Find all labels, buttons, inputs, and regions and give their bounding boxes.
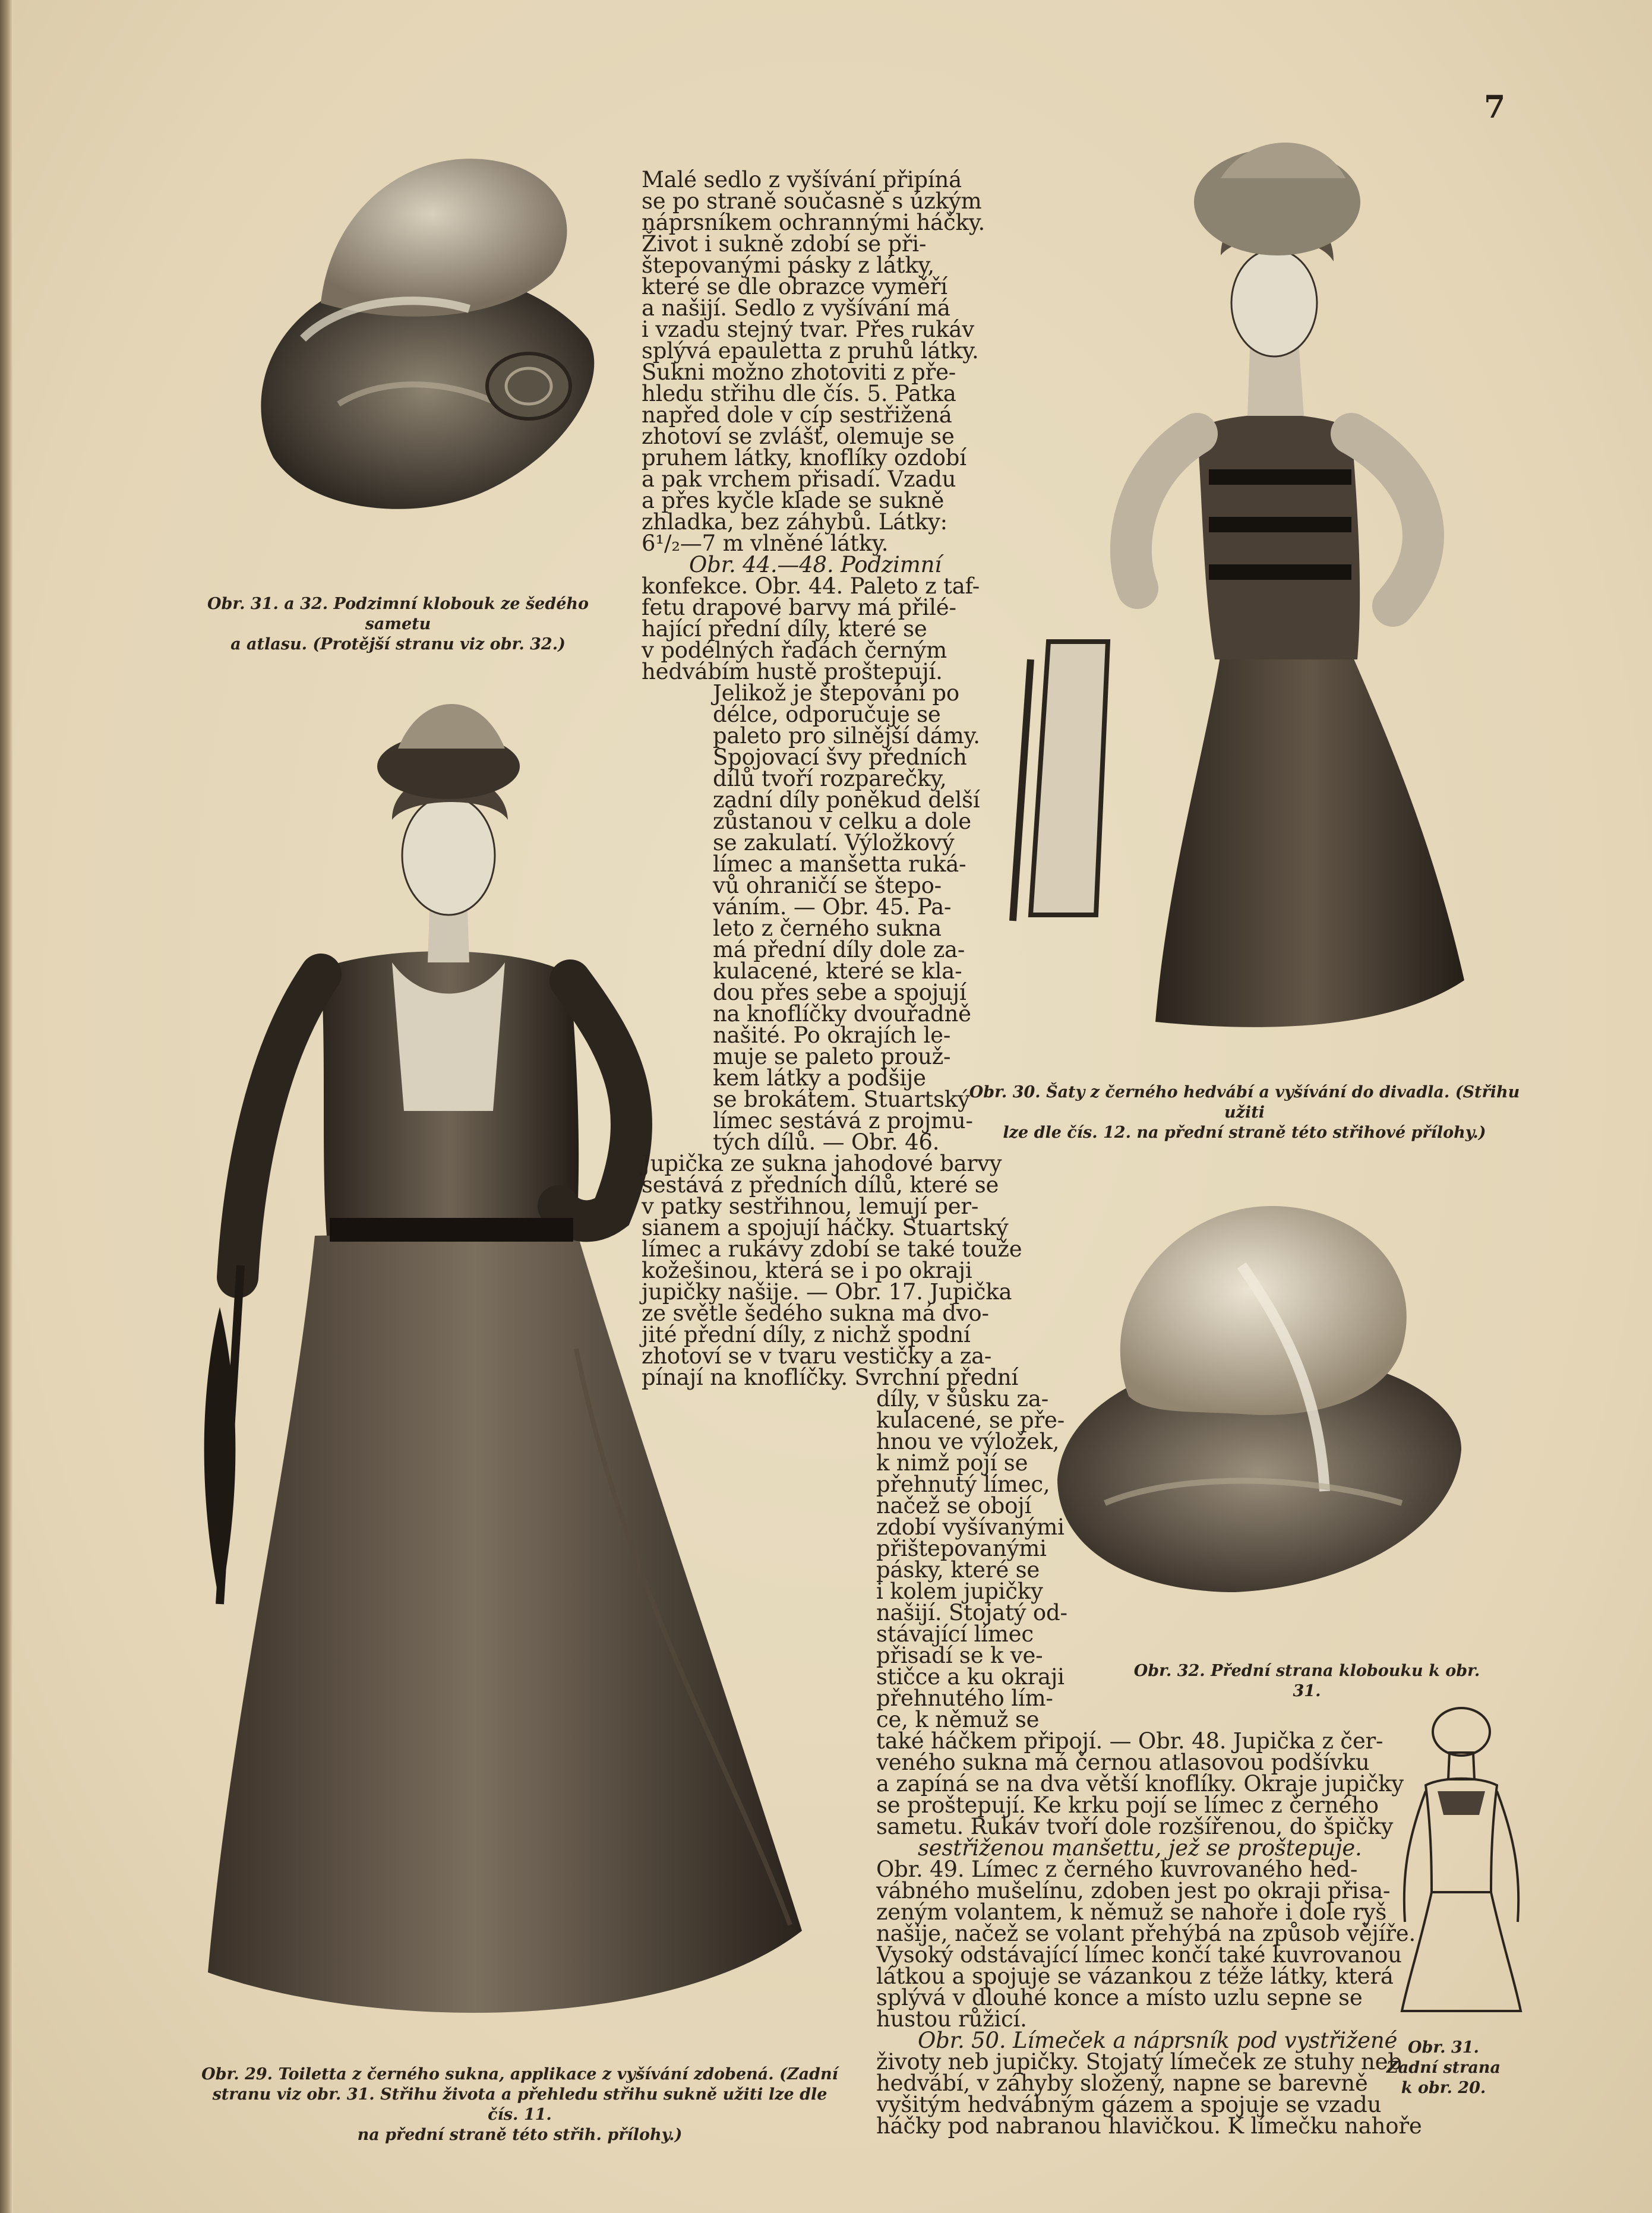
article-line: veného sukna má černou atlasovou podšívku [876, 1750, 1370, 1775]
article-line: a přes kyčle klade se sukně [642, 488, 945, 513]
article-line: Jupička ze sukna jahodové barvy [642, 1151, 1002, 1176]
article-line: 6¹/₂—7 m vlněné látky. [642, 531, 889, 556]
article-line: zdobí vyšívanými [876, 1514, 1065, 1540]
article-line: sianem a spojují háčky. Stuartský [642, 1215, 1009, 1240]
book-spine-edge [0, 0, 13, 2213]
article-line: kulacené, se pře- [876, 1407, 1065, 1433]
article-line: Obr. 44.—48. Podzimní [689, 552, 942, 577]
article-line: našijí. Stojatý od- [876, 1600, 1067, 1625]
caption-fig30 [968, 1082, 1521, 1143]
article-line: zhladka, bez záhybů. Látky: [642, 509, 947, 535]
article-line: pínají na knoflíčky. Svrchní přední [642, 1365, 1019, 1390]
caption-line: Obr. 32. Přední strana klobouku k obr. 31. [1133, 1662, 1480, 1700]
caption-line: stranu viz obr. 31. Střihu života a přehledu střihu sukně užiti lze dle čís. 11. [212, 2085, 827, 2124]
article-line: Spojovací švy předních [713, 744, 967, 770]
article-line: Vysoký odstávající límec končí také kuvrovanou [876, 1942, 1402, 1968]
article-line: sametu. Rukáv tvoří dole rozšířenou, do špičky [876, 1814, 1394, 1839]
caption-line: Obr. 31. a 32. Podzimní klobouk ze šedého sametu [207, 595, 589, 633]
article-line: zadní díly poněkud delší [713, 787, 980, 813]
article-line: životy neb jupičky. Stojatý límeček ze stuhy neb [876, 2049, 1402, 2075]
article-line: načež se obojí [876, 1493, 1032, 1519]
article-line: splývá epauletta z pruhů látky. [642, 338, 979, 364]
article-line: díly, v šůsku za- [876, 1386, 1048, 1412]
article-line: přehnutý límec, [876, 1472, 1050, 1497]
caption-fig29 [196, 2064, 844, 2145]
article-line: hnou ve výložek, [876, 1429, 1060, 1454]
article-line: kožešinou, která se i po okraji [642, 1258, 972, 1283]
article-line: paleto pro silnější dámy. [713, 723, 980, 749]
article-line: Jelikož je štepování po [713, 680, 959, 706]
article-line: dou přes sebe a spojují [713, 980, 966, 1005]
caption-fig31-32 [196, 594, 600, 655]
article-line: délce, odporučuje se [713, 702, 941, 727]
article-line: našité. Po okrajích le- [713, 1022, 951, 1048]
hat-illustration [232, 125, 612, 523]
article-line: hedvábím hustě proštepují. [642, 659, 943, 684]
article-line: na knoflíčky dvouřadně [713, 1001, 971, 1027]
dress-with-chair [942, 137, 1506, 1034]
small-sketch [1390, 1696, 1533, 2017]
article-line: konfekce. Obr. 44. Paleto z taf- [642, 573, 980, 599]
article-line: našije, načež se volant přehýbá na způsob vějíře. [876, 1921, 1416, 1946]
caption-line: na přední straně této střih. přílohy.) [357, 2126, 683, 2144]
article-line: Sukni možno zhotoviti z pře- [642, 359, 956, 385]
article-line: náprsníkem ochrannými háčky. [642, 210, 985, 235]
article-line: ze světle šedého sukna má dvo- [642, 1300, 989, 1326]
article-line: sestává z předních dílů, které se [642, 1172, 999, 1198]
caption-line: lze dle čís. 12. na přední straně této střihové přílohy.) [1003, 1123, 1486, 1142]
article-line: pásky, které se [876, 1557, 1040, 1583]
caption-line: Obr. 29. Toiletta z černého sukna, applikace z vyšívání zdobená. (Zadní [201, 2065, 838, 2083]
caption-line: Obr. 30. Šaty z černého hedvábí a vyšívání do divadla. (Střihu užiti [969, 1083, 1520, 1122]
article-line: vábného mušelínu, zdoben jest po okraji přisa- [876, 1878, 1391, 1903]
article-line: límec a manšetta ruká- [713, 851, 966, 877]
article-line: zhotoví se zvlášť, olemuje se [642, 424, 955, 449]
article-line: se brokátem. Stuartský [713, 1087, 970, 1112]
article-line: stičce a ku okraji [876, 1664, 1065, 1690]
article-line: Malé sedlo z vyšívání připíná [642, 167, 962, 192]
article-line: vů ohraničí se štepo- [713, 873, 942, 898]
caption-line: k obr. 20. [1401, 2079, 1486, 2097]
article-line: přištepovanými [876, 1536, 1047, 1561]
feather-hat [1045, 1194, 1473, 1604]
article-line: a pak vrchem přisadí. Vzadu [642, 466, 956, 492]
caption-line: a atlasu. (Protější stranu viz obr. 32.) [230, 635, 566, 654]
article-line: tých dílů. — Obr. 46. [713, 1129, 940, 1155]
article-line: splývá v dlouhé konce a místo uzlu sepne se [876, 1985, 1363, 2010]
article-line: přisadí se k ve- [876, 1643, 1043, 1668]
article-line: pruhem látky, knoflíky ozdobí [642, 445, 966, 471]
article-line: stávající límec [876, 1621, 1034, 1647]
caption-line: Zadní strana [1386, 2059, 1501, 2077]
article-line: háčky pod nabranou hlavičkou. K límečku nahoře [876, 2113, 1422, 2139]
article-line: v podélných řadách černým [642, 637, 947, 663]
article-line: hedvábí, v záhyby složený, napne se barevně [876, 2070, 1368, 2096]
article-line: kem látky a podšije [713, 1065, 926, 1091]
page-number: 7 [1484, 89, 1506, 125]
article-line: zůstanou v celku a dole [713, 809, 971, 834]
article-line: Život i sukně zdobí se při- [642, 231, 927, 257]
article-line: leto z černého sukna [713, 915, 942, 941]
article-line: látkou a spojuje se vázankou z téže látky, která [876, 1963, 1394, 1989]
article-line: a zapíná se na dva větší knoflíky. Okraje jupičky [876, 1771, 1404, 1797]
article-line: a našijí. Sedlo z vyšívání má [642, 295, 950, 321]
article-line: také háčkem připojí. — Obr. 48. Jupička z čer- [876, 1728, 1383, 1754]
article-line: muje se paleto prouž- [713, 1044, 951, 1069]
article-line: kulacené, které se kla- [713, 958, 962, 984]
article-line: hustou růžicí. [876, 2006, 1027, 2032]
article-line: zhotoví se v tvaru vestičky a za- [642, 1343, 992, 1369]
article-line: dílů tvoří rozparečky, [713, 766, 947, 791]
article-line: Obr. 50. Límeček a náprsník pod vystřižené [918, 2028, 1398, 2053]
article-line: límec a rukávy zdobí se také touže [642, 1236, 1022, 1262]
article-line: ce, k němuž se [876, 1707, 1040, 1732]
article-line: fetu drapové barvy má přilé- [642, 595, 956, 620]
article-line: Obr. 49. Límec z černého kuvrovaného hed- [876, 1857, 1358, 1882]
article-line: jité přední díly, z nichž spodní [642, 1322, 971, 1347]
article-line: i kolem jupičky [876, 1579, 1043, 1604]
article-line: štepovanými pásky z látky, [642, 252, 934, 278]
article-line: hledu střihu dle čís. 5. Patka [642, 381, 956, 406]
caption-line: Obr. 31. [1408, 2038, 1479, 2057]
article-line: se proštepují. Ke krku pojí se límec z černého [876, 1792, 1379, 1818]
article-line: v patky sestřihnou, lemují per- [642, 1194, 979, 1219]
article-line: se po straně současně s úzkým [642, 188, 982, 214]
article-line: zeným volantem, k němuž se nahoře i dole ryš [876, 1899, 1387, 1925]
article-line: vyšitým hedvábným gázem a spojuje se vzadu [876, 2092, 1382, 2117]
article-line: jupičky našije. — Obr. 17. Jupička [642, 1279, 1012, 1305]
article-line: hající přední díly, které se [642, 616, 927, 642]
caption-fig32 [1123, 1661, 1491, 1701]
article-line: i vzadu stejný tvar. Přes rukáv [642, 317, 974, 342]
article-line: které se dle obrazce vyměří [642, 274, 947, 299]
article-line: přehnutého lím- [876, 1685, 1053, 1711]
article-line: límec sestává z projmu- [713, 1108, 973, 1134]
article-line: napřed dole v cíp sestřižená [642, 402, 952, 428]
article-line: sestřiženou manšettu, jež se proštepuje. [918, 1835, 1362, 1861]
article-line: má přední díly dole za- [713, 937, 965, 962]
article-line: váním. — Obr. 45. Pa- [713, 894, 952, 920]
article-line: se zakulatí. Výložkový [713, 830, 955, 855]
article-line: k nimž pojí se [876, 1450, 1028, 1476]
